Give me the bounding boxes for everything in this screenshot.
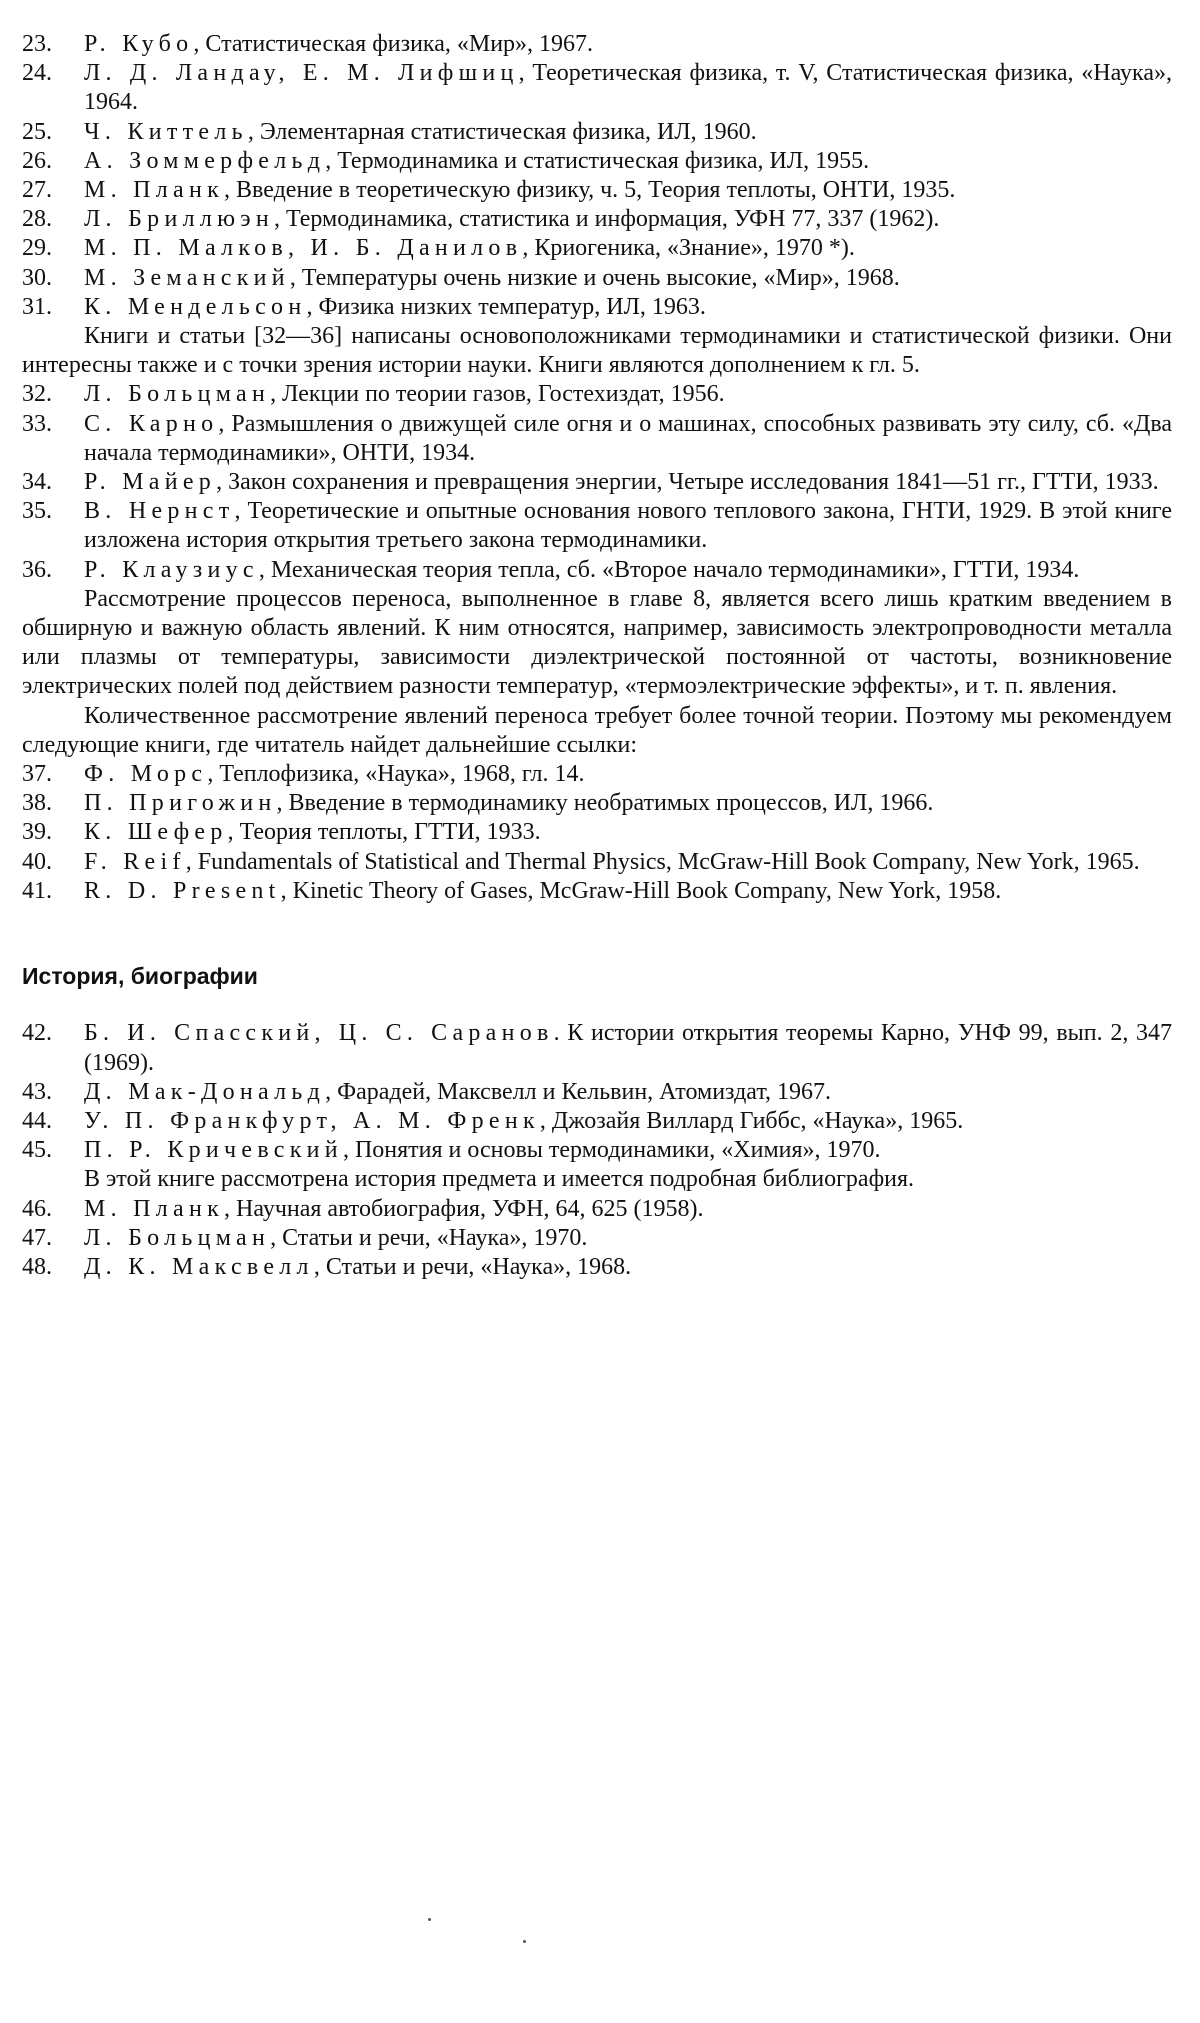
reference-text xyxy=(84,205,1172,234)
reference-text xyxy=(84,1136,1172,1165)
reference-item xyxy=(22,234,1172,263)
reference-number: 25. xyxy=(22,118,52,145)
reference-number: 27. xyxy=(22,177,52,204)
reference-author: Б. И. Спасский, Ц. С. Саранов xyxy=(84,1020,554,1047)
reference-text xyxy=(84,293,1172,322)
reference-item xyxy=(22,1107,1172,1136)
reference-item xyxy=(22,468,1172,497)
reference-item xyxy=(22,380,1172,409)
reference-item xyxy=(22,1019,1172,1077)
reference-number: 44. xyxy=(22,1107,52,1134)
reference-author: Л. Больцман xyxy=(84,381,271,408)
reference-number: 47. xyxy=(22,1224,52,1251)
note-paragraph-transport: Рассмотрение процессов переноса, выполненное в главе 8, является всего лишь кратким введением в обширную и важную область явлений. К ним относятся, например, зависимость электропроводности металла или плазмы от температуры, зависимости диэлектрической постоянной от частоты, возникновение электрических полей под действием разности температур, «термоэлектрические эффекты», и т. п. явления. xyxy=(22,585,1172,700)
reference-number: 35. xyxy=(22,498,52,525)
reference-text xyxy=(84,1078,1172,1107)
reference-number: 23. xyxy=(22,31,52,57)
reference-title: , Kinetic Theory of Gases, McGraw-Hill Book Company, New York, 1958. xyxy=(280,877,1002,904)
reference-title: , Термодинамика и статистическая физика, ИЛ, 1955. xyxy=(325,147,870,174)
reference-number: 48. xyxy=(22,1253,52,1280)
note-paragraph-classics: Книги и статьи [32—36] написаны основоположниками термодинамики и статистической физики. Они интересны также и с точки зрения истории науки. Книги являются дополнением к гл. 5. xyxy=(22,323,1172,379)
reference-title: , Фарадей, Максвелл и Кельвин, Атомиздат, 1967. xyxy=(325,1078,832,1105)
reference-text xyxy=(84,1107,1172,1136)
reference-author: Р. Клаузиус xyxy=(84,556,259,583)
reference-number: 41. xyxy=(22,877,52,904)
reference-number: 32. xyxy=(22,381,52,408)
reference-number: 45. xyxy=(22,1137,52,1164)
reference-title: , Статистическая физика, «Мир», 1967. xyxy=(193,31,594,57)
bibliography-page xyxy=(22,30,1172,1282)
reference-author: П. Пригожин xyxy=(84,790,277,817)
reference-number: 24. xyxy=(22,60,52,87)
reference-number: 37. xyxy=(22,761,52,788)
reference-title: , Статьи и речи, «Наука», 1968. xyxy=(313,1253,632,1280)
reference-text xyxy=(84,264,1172,293)
reference-title: , Теоретические и опытные основания нового теплового закона, ГНТИ, 1929. В этой книге изложена история открытия третьего закона термодинамики. xyxy=(84,498,1172,554)
reference-item xyxy=(22,293,1172,322)
reference-title: , Физика низких температур, ИЛ, 1963. xyxy=(306,293,706,320)
reference-author: Л. Бриллюэн xyxy=(84,206,275,233)
reference-title: , Fundamentals of Statistical and Thermal Physics, McGraw-Hill Book Company, New York, 1965. xyxy=(185,848,1140,875)
reference-author: Л. Д. Ландау, Е. М. Лифшиц xyxy=(84,60,519,87)
reference-text xyxy=(84,118,1172,147)
reference-title: , Теоретическая физика, т. V, Статистическая физика, «Наука», 1964. xyxy=(84,60,1172,116)
note-paragraph-history: В этой книге рассмотрена история предмета и имеется подробная библиография. xyxy=(84,1166,915,1193)
reference-text xyxy=(84,760,1172,789)
reference-number: 36. xyxy=(22,556,52,583)
reference-title: , Температуры очень низкие и очень высокие, «Мир», 1968. xyxy=(289,264,900,291)
reference-item xyxy=(22,1224,1172,1253)
reference-author: F. Reif xyxy=(84,848,186,875)
reference-item xyxy=(22,30,1172,59)
reference-number: 43. xyxy=(22,1078,52,1105)
reference-list-general xyxy=(22,30,1172,322)
reference-number: 33. xyxy=(22,410,52,437)
reference-title: , Размышления о движущей силе огня и о машинах, способных развивать эту силу, сб. «Два начала термодинамики», ОНТИ, 1934. xyxy=(84,410,1172,466)
reference-number: 26. xyxy=(22,147,52,174)
reference-list-classics xyxy=(22,380,1172,584)
reference-item xyxy=(22,789,1172,818)
reference-item xyxy=(22,1195,1172,1224)
reference-text xyxy=(84,468,1172,497)
reference-author: П. Р. Кричевский xyxy=(84,1137,343,1164)
reference-text xyxy=(84,1224,1172,1253)
reference-title: , Теплофизика, «Наука», 1968, гл. 14. xyxy=(207,761,585,788)
scan-speck xyxy=(523,1940,526,1943)
reference-text xyxy=(84,410,1172,468)
reference-author: М. Планк xyxy=(84,177,225,204)
reference-text xyxy=(84,1253,1172,1282)
reference-item xyxy=(22,1078,1172,1107)
reference-author: С. Карно xyxy=(84,410,219,437)
reference-list-biographies xyxy=(22,1195,1172,1283)
reference-title: , Теория теплоты, ГТТИ, 1933. xyxy=(227,819,541,846)
reference-title: , Статьи и речи, «Наука», 1970. xyxy=(270,1224,588,1251)
reference-item xyxy=(22,410,1172,468)
reference-number: 46. xyxy=(22,1195,52,1222)
reference-number: 34. xyxy=(22,469,52,496)
reference-item xyxy=(22,848,1172,877)
reference-author: В. Нернст xyxy=(84,498,235,525)
reference-number: 30. xyxy=(22,264,52,291)
reference-title: , Механическая теория тепла, сб. «Второе начало термодинамики», ГТТИ, 1934. xyxy=(258,556,1080,583)
reference-text xyxy=(84,848,1172,877)
reference-item xyxy=(22,556,1172,585)
reference-text xyxy=(84,147,1172,176)
reference-author: М. Планк xyxy=(84,1195,225,1222)
reference-author: К. Мендельсон xyxy=(84,293,307,320)
reference-item xyxy=(22,205,1172,234)
reference-author: Ф. Морс xyxy=(84,761,208,788)
reference-author: R. D. Present xyxy=(84,877,281,904)
reference-number: 40. xyxy=(22,848,52,875)
reference-title: , Криогеника, «Знание», 1970 *). xyxy=(522,235,855,262)
reference-author: Д. К. Максвелл xyxy=(84,1253,314,1280)
reference-number: 28. xyxy=(22,206,52,233)
reference-author: У. П. Франкфурт, А. М. Френк xyxy=(84,1107,540,1134)
reference-author: А. Зоммерфельд xyxy=(84,147,326,174)
reference-number: 31. xyxy=(22,293,52,320)
reference-text xyxy=(84,59,1172,117)
reference-text xyxy=(84,1019,1172,1077)
reference-text xyxy=(84,30,1172,59)
reference-author: Д. Мак-Дональд xyxy=(84,1078,326,1105)
reference-text xyxy=(84,1195,1172,1224)
reference-text xyxy=(84,176,1172,205)
section-heading-history: История, биографии xyxy=(22,963,258,990)
reference-title: . К истории открытия теоремы Карно, УНФ 99, вып. 2, 347 (1969). xyxy=(84,1020,1172,1076)
reference-item xyxy=(22,59,1172,117)
reference-item xyxy=(22,1253,1172,1282)
reference-author: М. П. Малков, И. Б. Данилов xyxy=(84,235,523,262)
reference-author: Р. Майер xyxy=(84,469,217,496)
reference-item xyxy=(22,147,1172,176)
reference-text xyxy=(84,234,1172,263)
reference-number: 42. xyxy=(22,1020,52,1047)
reference-text xyxy=(84,556,1172,585)
reference-list-transport xyxy=(22,760,1172,906)
reference-item xyxy=(22,760,1172,789)
reference-author: Ч. Киттель xyxy=(84,118,248,145)
scan-speck xyxy=(428,1918,431,1921)
reference-author: М. Земанский xyxy=(84,264,290,291)
reference-number: 39. xyxy=(22,819,52,846)
reference-title: , Элементарная статистическая физика, ИЛ, 1960. xyxy=(247,118,757,145)
reference-item xyxy=(22,497,1172,555)
reference-list-history xyxy=(22,1019,1172,1165)
reference-author: К. Шефер xyxy=(84,819,228,846)
reference-item xyxy=(22,264,1172,293)
reference-text xyxy=(84,789,1172,818)
reference-text xyxy=(84,497,1172,555)
reference-item xyxy=(22,877,1172,906)
reference-item xyxy=(22,118,1172,147)
reference-item xyxy=(22,1136,1172,1165)
reference-title: , Введение в термодинамику необратимых процессов, ИЛ, 1966. xyxy=(276,790,934,817)
reference-title: , Закон сохранения и превращения энергии, Четыре исследования 1841—51 гг., ГТТИ, 1933. xyxy=(216,469,1159,496)
reference-title: , Термодинамика, статистика и информация, УФН 77, 337 (1962). xyxy=(274,206,940,233)
reference-title: , Лекции по теории газов, Гостехиздат, 1956. xyxy=(270,381,725,408)
reference-author: Р. Кубо xyxy=(84,31,194,57)
reference-number: 29. xyxy=(22,235,52,262)
reference-title: , Введение в теоретическую физику, ч. 5, Теория теплоты, ОНТИ, 1935. xyxy=(224,177,956,204)
reference-item xyxy=(22,818,1172,847)
reference-number: 38. xyxy=(22,790,52,817)
reference-title: , Научная автобиография, УФН, 64, 625 (1958). xyxy=(224,1195,704,1222)
reference-item xyxy=(22,176,1172,205)
reference-text xyxy=(84,877,1172,906)
reference-text xyxy=(84,380,1172,409)
reference-text xyxy=(84,818,1172,847)
reference-title: , Понятия и основы термодинамики, «Химия», 1970. xyxy=(342,1137,881,1164)
reference-title: , Джозайя Виллард Гиббс, «Наука», 1965. xyxy=(539,1107,964,1134)
reference-author: Л. Больцман xyxy=(84,1224,271,1251)
note-paragraph-recommend: Количественное рассмотрение явлений переноса требует более точной теории. Поэтому мы рекомендуем следующие книги, где читатель найдет дальнейшие ссылки: xyxy=(22,702,1172,758)
